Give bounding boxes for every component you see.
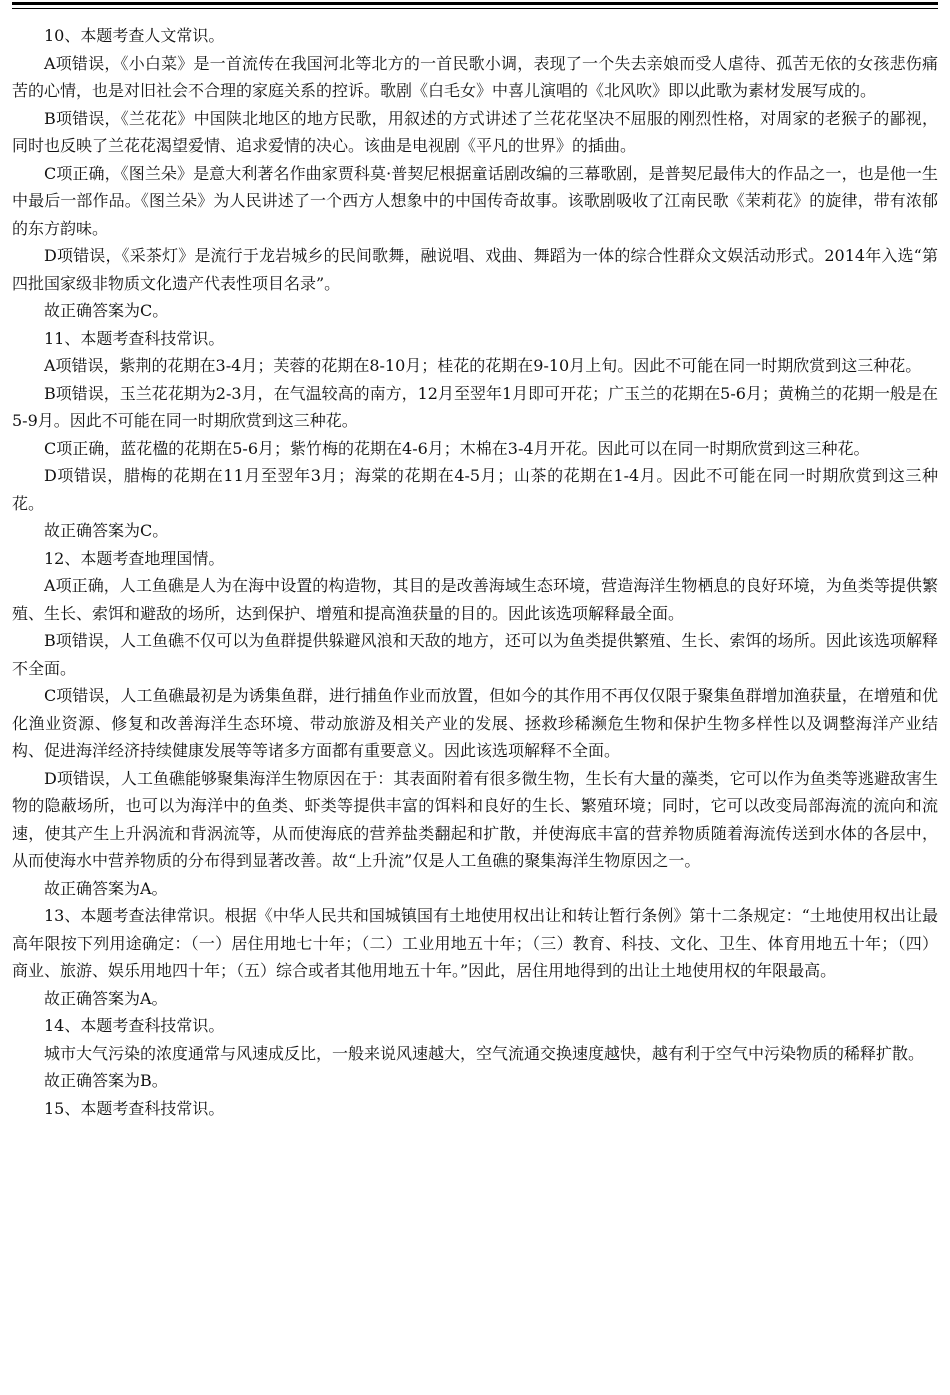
question-12-option-d: D项错误，人工鱼礁能够聚集海洋生物原因在于：其表面附着有很多微生物，生长有大量的藻类，它可以作为鱼类等逃避敌害生物的隐蔽场所，也可以为海洋中的鱼类、虾类等提供丰富的饵料和良好的生长、繁殖环境；同时，它可以改变局部海流的流向和流速，使其产生上升涡流和背涡流等，从而使海底的营养盐类翻起和扩散，并使海底丰富的营养物质随着海流传送到水体的各层中，从而使海水中营养物质的分布得到显著改善。故“上升流”仅是人工鱼礁的聚集海洋生物原因之一。: [12, 768, 938, 870]
question-12-heading: 12、本题考查地理国情。: [44, 548, 225, 568]
question-13-answer: 故正确答案为A。: [44, 988, 168, 1008]
question-12-answer: 故正确答案为A。: [44, 878, 168, 898]
question-10-option-b: B项错误，《兰花花》中国陕北地区的地方民歌，用叙述的方式讲述了兰花花坚决不屈服的刚烈性格，对周家的老猴子的鄙视，同时也反映了兰花花渴望爱情、追求爱情的决心。该曲是电视剧《平凡的世界》的插曲。: [12, 108, 938, 155]
question-11-answer: 故正确答案为C。: [44, 521, 169, 540]
question-10-answer: 故正确答案为C。: [44, 301, 169, 320]
question-10-heading: 10、本题考查人文常识。: [44, 26, 225, 45]
question-11-option-b: B项错误，玉兰花花期为2-3月，在气温较高的南方，12月至翌年1月即可开花；广玉兰的花期在5-6月；黄桷兰的花期一般是在5-9月。因此不可能在同一时期欣赏到这三种花。: [12, 383, 938, 430]
question-11-option-a: A项错误，紫荆的花期在3-4月；芙蓉的花期在8-10月；桂花的花期在9-10月上旬。因此不可能在同一时期欣赏到这三种花。: [44, 356, 922, 375]
question-14-heading: 14、本题考查科技常识。: [44, 1016, 225, 1035]
question-11-option-d: D项错误，腊梅的花期在11月至翌年3月；海棠的花期在4-5月；山茶的花期在1-4月。因此不可能在同一时期欣赏到这三种花。: [12, 466, 938, 513]
question-11-heading: 11、本题考查科技常识。: [44, 328, 225, 348]
question-10-option-d: D项错误，《采茶灯》是流行于龙岩城乡的民间歌舞，融说唱、戏曲、舞蹈为一体的综合性群众文娱活动形式。2014年入选“第四批国家级非物质文化遗产代表性项目名录”。: [12, 246, 938, 293]
question-10-option-a: A项错误，《小白菜》是一首流传在我国河北等北方的一首民歌小调，表现了一个失去亲娘而受人虐待、孤苦无依的女孩悲伤痛苦的心情，也是对旧社会不合理的家庭关系的控诉。歌剧《白毛女》中喜儿演唱的《北风吹》即以此歌为素材发展写成的。: [12, 53, 938, 100]
question-14-answer: 故正确答案为B。: [44, 1071, 168, 1090]
question-13-heading: 13、本题考查法律常识。根据《中华人民共和国城镇国有土地使用权出让和转让暂行条例》第十二条规定：“土地使用权出让最高年限按下列用途确定：（一）居住用地七十年；（二）工业用地五十年；（三）教育、科技、文化、卫生、体育用地五十年；（四）商业、旅游、娱乐用地四十年；（五）综合或者其他用地五十年。”因此，居住用地得到的出让土地使用权的年限最高。: [12, 906, 938, 980]
header-rule-thick: [12, 2, 938, 5]
answer-explanation-page: [12, 22, 938, 1122]
question-10-option-c: C项正确，《图兰朵》是意大利著名作曲家贾科莫·普契尼根据童话剧改编的三幕歌剧，是普契尼最伟大的作品之一，也是他一生中最后一部作品。《图兰朵》为人民讲述了一个西方人想象中的中国传奇故事。该歌剧吸收了江南民歌《茉莉花》的旋律，带有浓郁的东方韵味。: [12, 163, 938, 238]
header-rule-thin: [12, 8, 938, 9]
question-12-option-b: B项错误，人工鱼礁不仅可以为鱼群提供躲避风浪和天敌的地方，还可以为鱼类提供繁殖、生长、索饵的场所。因此该选项解释不全面。: [12, 631, 938, 678]
question-12-option-c: C项错误，人工鱼礁最初是为诱集鱼群，进行捕鱼作业而放置，但如今的其作用不再仅仅限于聚集鱼群增加渔获量，在增殖和优化渔业资源、修复和改善海洋生态环境、带动旅游及相关产业的发展、拯救珍稀濒危生物和保护生物多样性以及调整海洋产业结构、促进海洋经济持续健康发展等等诸多方面都有重要意义。因此该选项解释不全面。: [12, 686, 938, 760]
question-15-heading: 15、本题考查科技常识。: [44, 1098, 225, 1118]
question-11-option-c: C项正确，蓝花楹的花期在5-6月；紫竹梅的花期在4-6月；木棉在3-4月开花。因此可以在同一时期欣赏到这三种花。: [44, 438, 870, 458]
question-12-option-a: A项正确，人工鱼礁是人为在海中设置的构造物，其目的是改善海域生态环境，营造海洋生物栖息的良好环境，为鱼类等提供繁殖、生长、索饵和避敌的场所，达到保护、增殖和提高渔获量的目的。因此该选项解释最全面。: [12, 576, 938, 623]
question-14-explanation: 城市大气污染的浓度通常与风速成反比，一般来说风速越大，空气流通交换速度越快，越有利于空气中污染物质的稀释扩散。: [44, 1043, 925, 1063]
